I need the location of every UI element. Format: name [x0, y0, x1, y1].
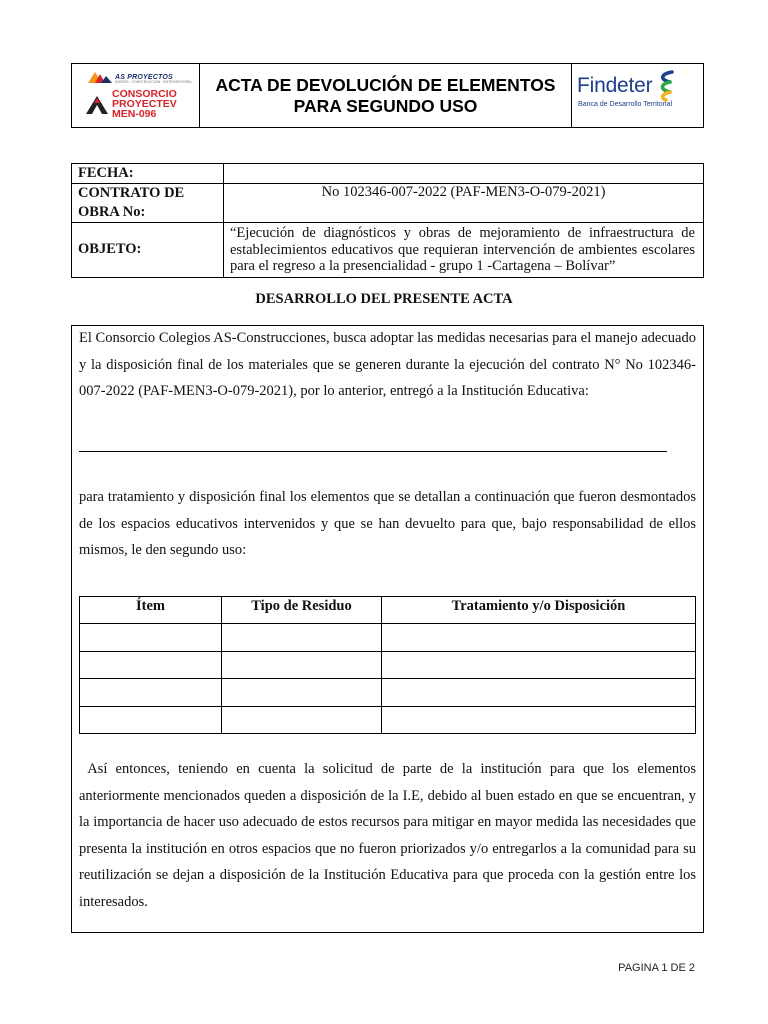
as-proyectos-icon: [88, 70, 112, 84]
consorcio-line-3: MEN-096: [112, 108, 157, 120]
closing-paragraph: Así entonces, teniendo en cuenta la solicitud de parte de la institución para que los elementos anteriormente mencionados queden a disposición de la I.E, debido al buen estado en que se encuentran, y la importancia de hacer uso adecuado de estos recursos para mitigar en mayor medida las necesidades que presenta la institución en otros espacios que no fueron priorizados y/o entregarlos a la comunidad para su reutilización se dejan a disposición de la Institución Educativa para que proceda con la gestión entre los interesados.: [79, 761, 700, 910]
as-proyectos-tagline: DISEÑO · CONSTRUCCIÓN · INTERVENTORÍA: [115, 80, 192, 84]
findeter-logo: [572, 64, 703, 127]
items-table: [79, 596, 696, 734]
title-line-1: ACTA DE DEVOLUCIÓN DE ELEMENTOS: [215, 74, 556, 95]
mountain-icon: [86, 94, 108, 114]
table-row: [80, 706, 696, 734]
table-cell[interactable]: [222, 624, 382, 652]
consorcio-name: [112, 89, 177, 119]
consorcio-block: [86, 89, 177, 119]
document-title: [200, 64, 572, 127]
findeter-subtitle: Banca de Desarrollo Territorial: [578, 101, 673, 108]
col-tratamiento: Tratamiento y/o Disposición: [382, 597, 696, 624]
table-cell[interactable]: [382, 706, 696, 734]
contract-info-table: [71, 163, 704, 278]
col-item: Ítem: [80, 597, 222, 624]
table-cell[interactable]: [222, 679, 382, 707]
institution-blank-line: [79, 451, 667, 452]
fecha-row: [72, 164, 704, 184]
as-proyectos-text: AS PROYECTOS: [115, 73, 173, 81]
table-cell[interactable]: [80, 624, 222, 652]
page-number: PAGINA 1 DE 2: [618, 962, 695, 974]
table-row: [80, 624, 696, 652]
table-cell[interactable]: [80, 706, 222, 734]
table-row: [80, 651, 696, 679]
contrato-value: No 102346-007-2022 (PAF-MEN3-O-079-2021): [224, 184, 704, 223]
fecha-label: FECHA:: [72, 164, 224, 184]
consorcio-logo: [72, 64, 200, 127]
table-cell[interactable]: [382, 651, 696, 679]
table-row: [80, 679, 696, 707]
col-tipo-residuo: Tipo de Residuo: [222, 597, 382, 624]
findeter-swirl-icon: [654, 70, 676, 102]
table-cell[interactable]: [382, 679, 696, 707]
table-cell[interactable]: [222, 706, 382, 734]
intro-paragraph: El Consorcio Colegios AS-Construcciones, busca adoptar las medidas necesarias para el manejo adecuado y la disposición final de los materiales que se generen durante la ejecución del contrato N° No 102346-007-2022 (PAF-MEN3-O-079-2021), por lo anterior, entregó a la Institución Educativa:: [79, 330, 696, 399]
consorcio-line-1: CONSORCIO: [112, 88, 177, 100]
title-line-2: PARA SEGUNDO USO: [293, 95, 478, 116]
objeto-row: [72, 223, 704, 278]
objeto-value: “Ejecución de diagnósticos y obras de mejoramiento de infraestructura de establecimientos educativos que requieran intervención de ambientes escolares para el regreso a la presencialidad - grupo 1 -Cartagena – Bolívar”: [224, 223, 704, 278]
items-header-row: [80, 597, 696, 624]
table-cell[interactable]: [80, 679, 222, 707]
contrato-label: CONTRATO DE OBRA No:: [72, 184, 224, 223]
acta-body: [71, 325, 704, 933]
objeto-label: OBJETO:: [72, 223, 224, 278]
table-cell[interactable]: [222, 651, 382, 679]
findeter-wordmark: Findeter: [577, 74, 653, 97]
contrato-row: [72, 184, 704, 223]
consorcio-line-2: PROYECTEV: [112, 98, 177, 110]
fecha-value: [224, 164, 704, 184]
elements-paragraph: para tratamiento y disposición final los elementos que se detallan a continuación que fueron desmontados de los espacios educativos intervenidos y que se han devuelto para que, bajo responsabilidad de ellos mismos, le den segundo uso:: [79, 489, 696, 558]
section-title: DESARROLLO DEL PRESENTE ACTA: [255, 291, 513, 307]
table-cell[interactable]: [80, 651, 222, 679]
document-header: [71, 63, 704, 128]
table-cell[interactable]: [382, 624, 696, 652]
